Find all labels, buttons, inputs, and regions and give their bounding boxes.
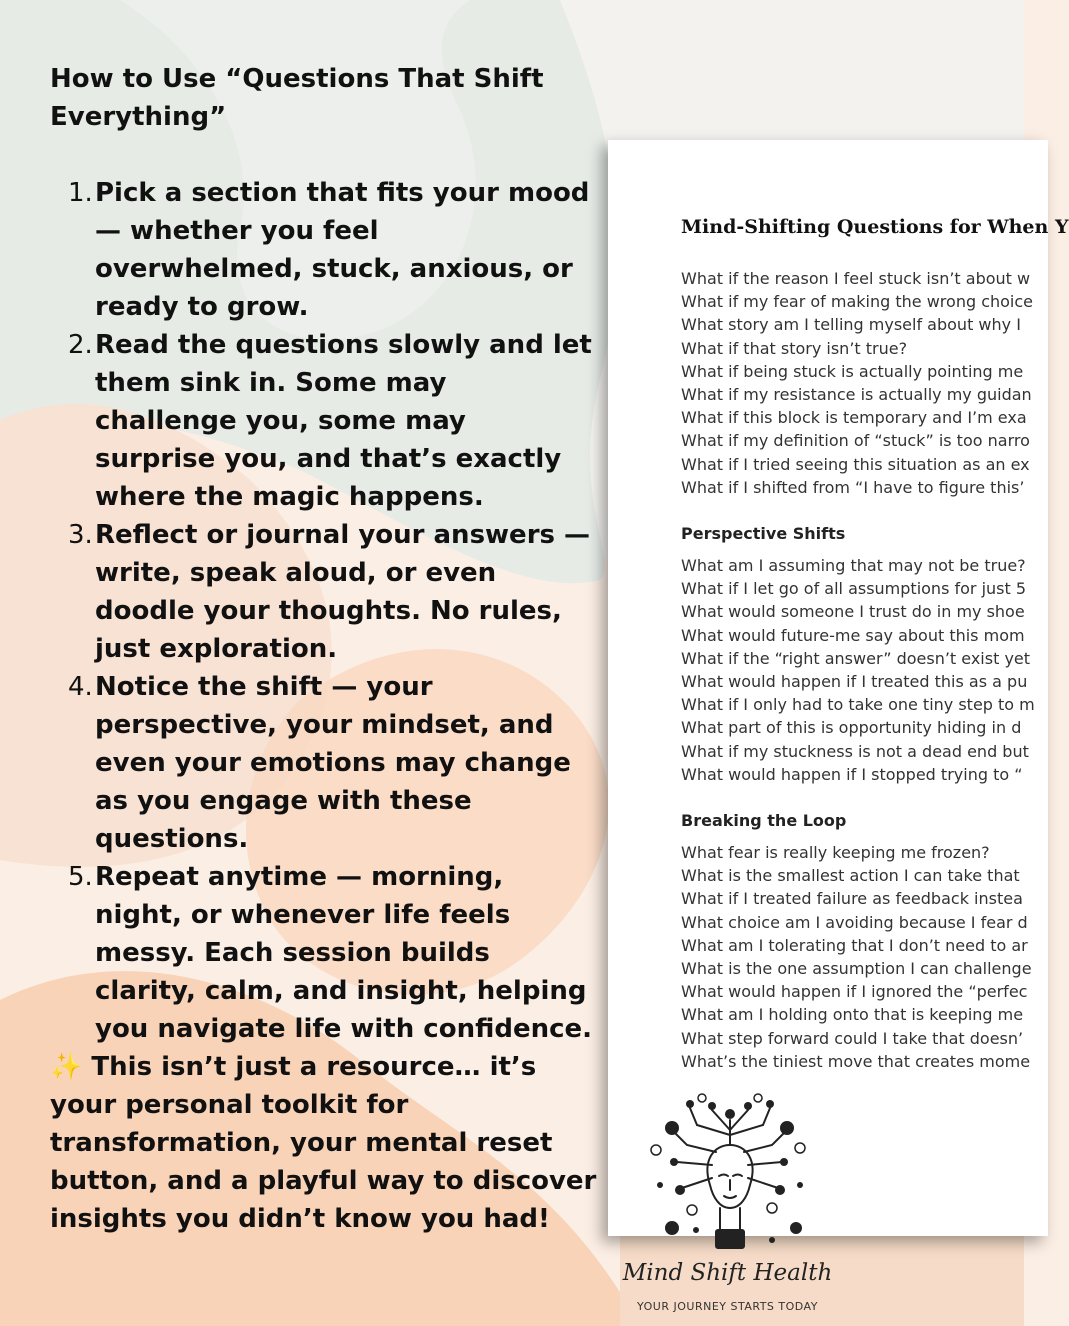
question-item: What step forward could I take that doesn’ (681, 1028, 1024, 1048)
question-item: What if this block is temporary and I’m exa (681, 408, 1027, 428)
question-item: What if I only had to take one tiny step to m (681, 695, 1035, 715)
question-item: What if that story isn’t true? (681, 338, 908, 358)
steps-list (50, 174, 595, 1048)
question-item: What if being stuck is actually pointing me (681, 361, 1024, 381)
question-item: What would future-me say about this mom (681, 625, 1025, 645)
step-number: 4. (68, 672, 93, 702)
question-item: What am I tolerating that I don’t need to ar (681, 935, 1028, 955)
question-item: What story am I telling myself about why I (681, 315, 1021, 335)
step-text: Notice the shift — your perspective, your mindset, and even your emotions may change as you engage with these questions. (95, 672, 571, 854)
brand-logo (620, 1090, 835, 1320)
question-item: What would happen if I treated this as a pu (681, 672, 1028, 692)
step-text: Read the questions slowly and let them sink in. Some may challenge you, some may surprise you, and that’s exactly where the magic happens. (95, 330, 592, 512)
step-text: Repeat anytime — morning, night, or whenever life feels messy. Each session builds clarity, calm, and insight, helping you navigate life with confidence. (95, 862, 593, 1044)
preview-title: Mind-Shifting Questions for When Y (681, 216, 1069, 238)
perspective-question-list (681, 554, 1035, 786)
head-tree-icon (632, 1090, 822, 1255)
question-item: What if the “right answer” doesn’t exist yet (681, 648, 1031, 668)
question-item: What if my definition of “stuck” is too narro (681, 431, 1030, 451)
closing-message: ✨ This isn’t just a resource… it’s your personal toolkit for transformation, your mental reset button, and a playful way to discover insights you didn’t know you had! (50, 1052, 597, 1234)
question-item: What if the reason I feel stuck isn’t about w (681, 269, 1031, 288)
question-item: What am I assuming that may not be true? (681, 556, 1026, 575)
question-item: What’s the tiniest move that creates mome (681, 1051, 1031, 1071)
question-item: What if my resistance is actually my guidan (681, 385, 1032, 405)
step-number: 1. (68, 178, 93, 208)
loop-question-list (681, 841, 1032, 1073)
question-item: What is the one assumption I can challenge (681, 959, 1032, 979)
brand-name: Mind Shift Health (622, 1260, 833, 1286)
step-text: Reflect or journal your answers — write, speak aloud, or even doodle your thoughts. No rules, just exploration. (95, 520, 591, 664)
question-item: What choice am I avoiding because I fear d (681, 912, 1028, 932)
question-item: What is the smallest action I can take that (681, 866, 1020, 886)
question-item: What if my fear of making the wrong choice (681, 292, 1034, 312)
step-item (50, 174, 595, 326)
section-heading-loop: Breaking the Loop (681, 811, 847, 830)
guide-title: How to Use “Questions That Shift Everything” (50, 64, 544, 132)
question-item: What if I let go of all assumptions for just 5 (681, 579, 1027, 599)
step-item (50, 668, 595, 858)
question-item: What if I treated failure as feedback instea (681, 889, 1023, 909)
question-item: What would happen if I stopped trying to “ (681, 764, 1023, 784)
step-item (50, 858, 595, 1048)
step-item (50, 326, 595, 516)
step-number: 5. (68, 862, 93, 892)
question-item: What if I shifted from “I have to figure this’ (681, 477, 1025, 497)
brand-tagline: YOUR JOURNEY STARTS TODAY (637, 1300, 818, 1313)
question-item: What if my stuckness is not a dead end but (681, 741, 1029, 761)
question-item: What fear is really keeping me frozen? (681, 843, 990, 862)
worksheet-preview (608, 140, 1069, 1236)
section-heading-perspective: Perspective Shifts (681, 524, 846, 543)
question-item: What would someone I trust do in my shoe (681, 602, 1025, 622)
question-item: What part of this is opportunity hiding in d (681, 718, 1022, 738)
step-number: 2. (68, 330, 93, 360)
question-item: What am I holding onto that is keeping me (681, 1005, 1024, 1025)
question-item: What would happen if I ignored the “perfec (681, 982, 1028, 1002)
question-item: What if I tried seeing this situation as an ex (681, 454, 1030, 474)
step-number: 3. (68, 520, 93, 550)
step-item (50, 516, 595, 668)
step-text: Pick a section that fits your mood — whether you feel overwhelmed, stuck, anxious, or ready to grow. (95, 178, 590, 322)
intro-question-list (681, 267, 1033, 499)
